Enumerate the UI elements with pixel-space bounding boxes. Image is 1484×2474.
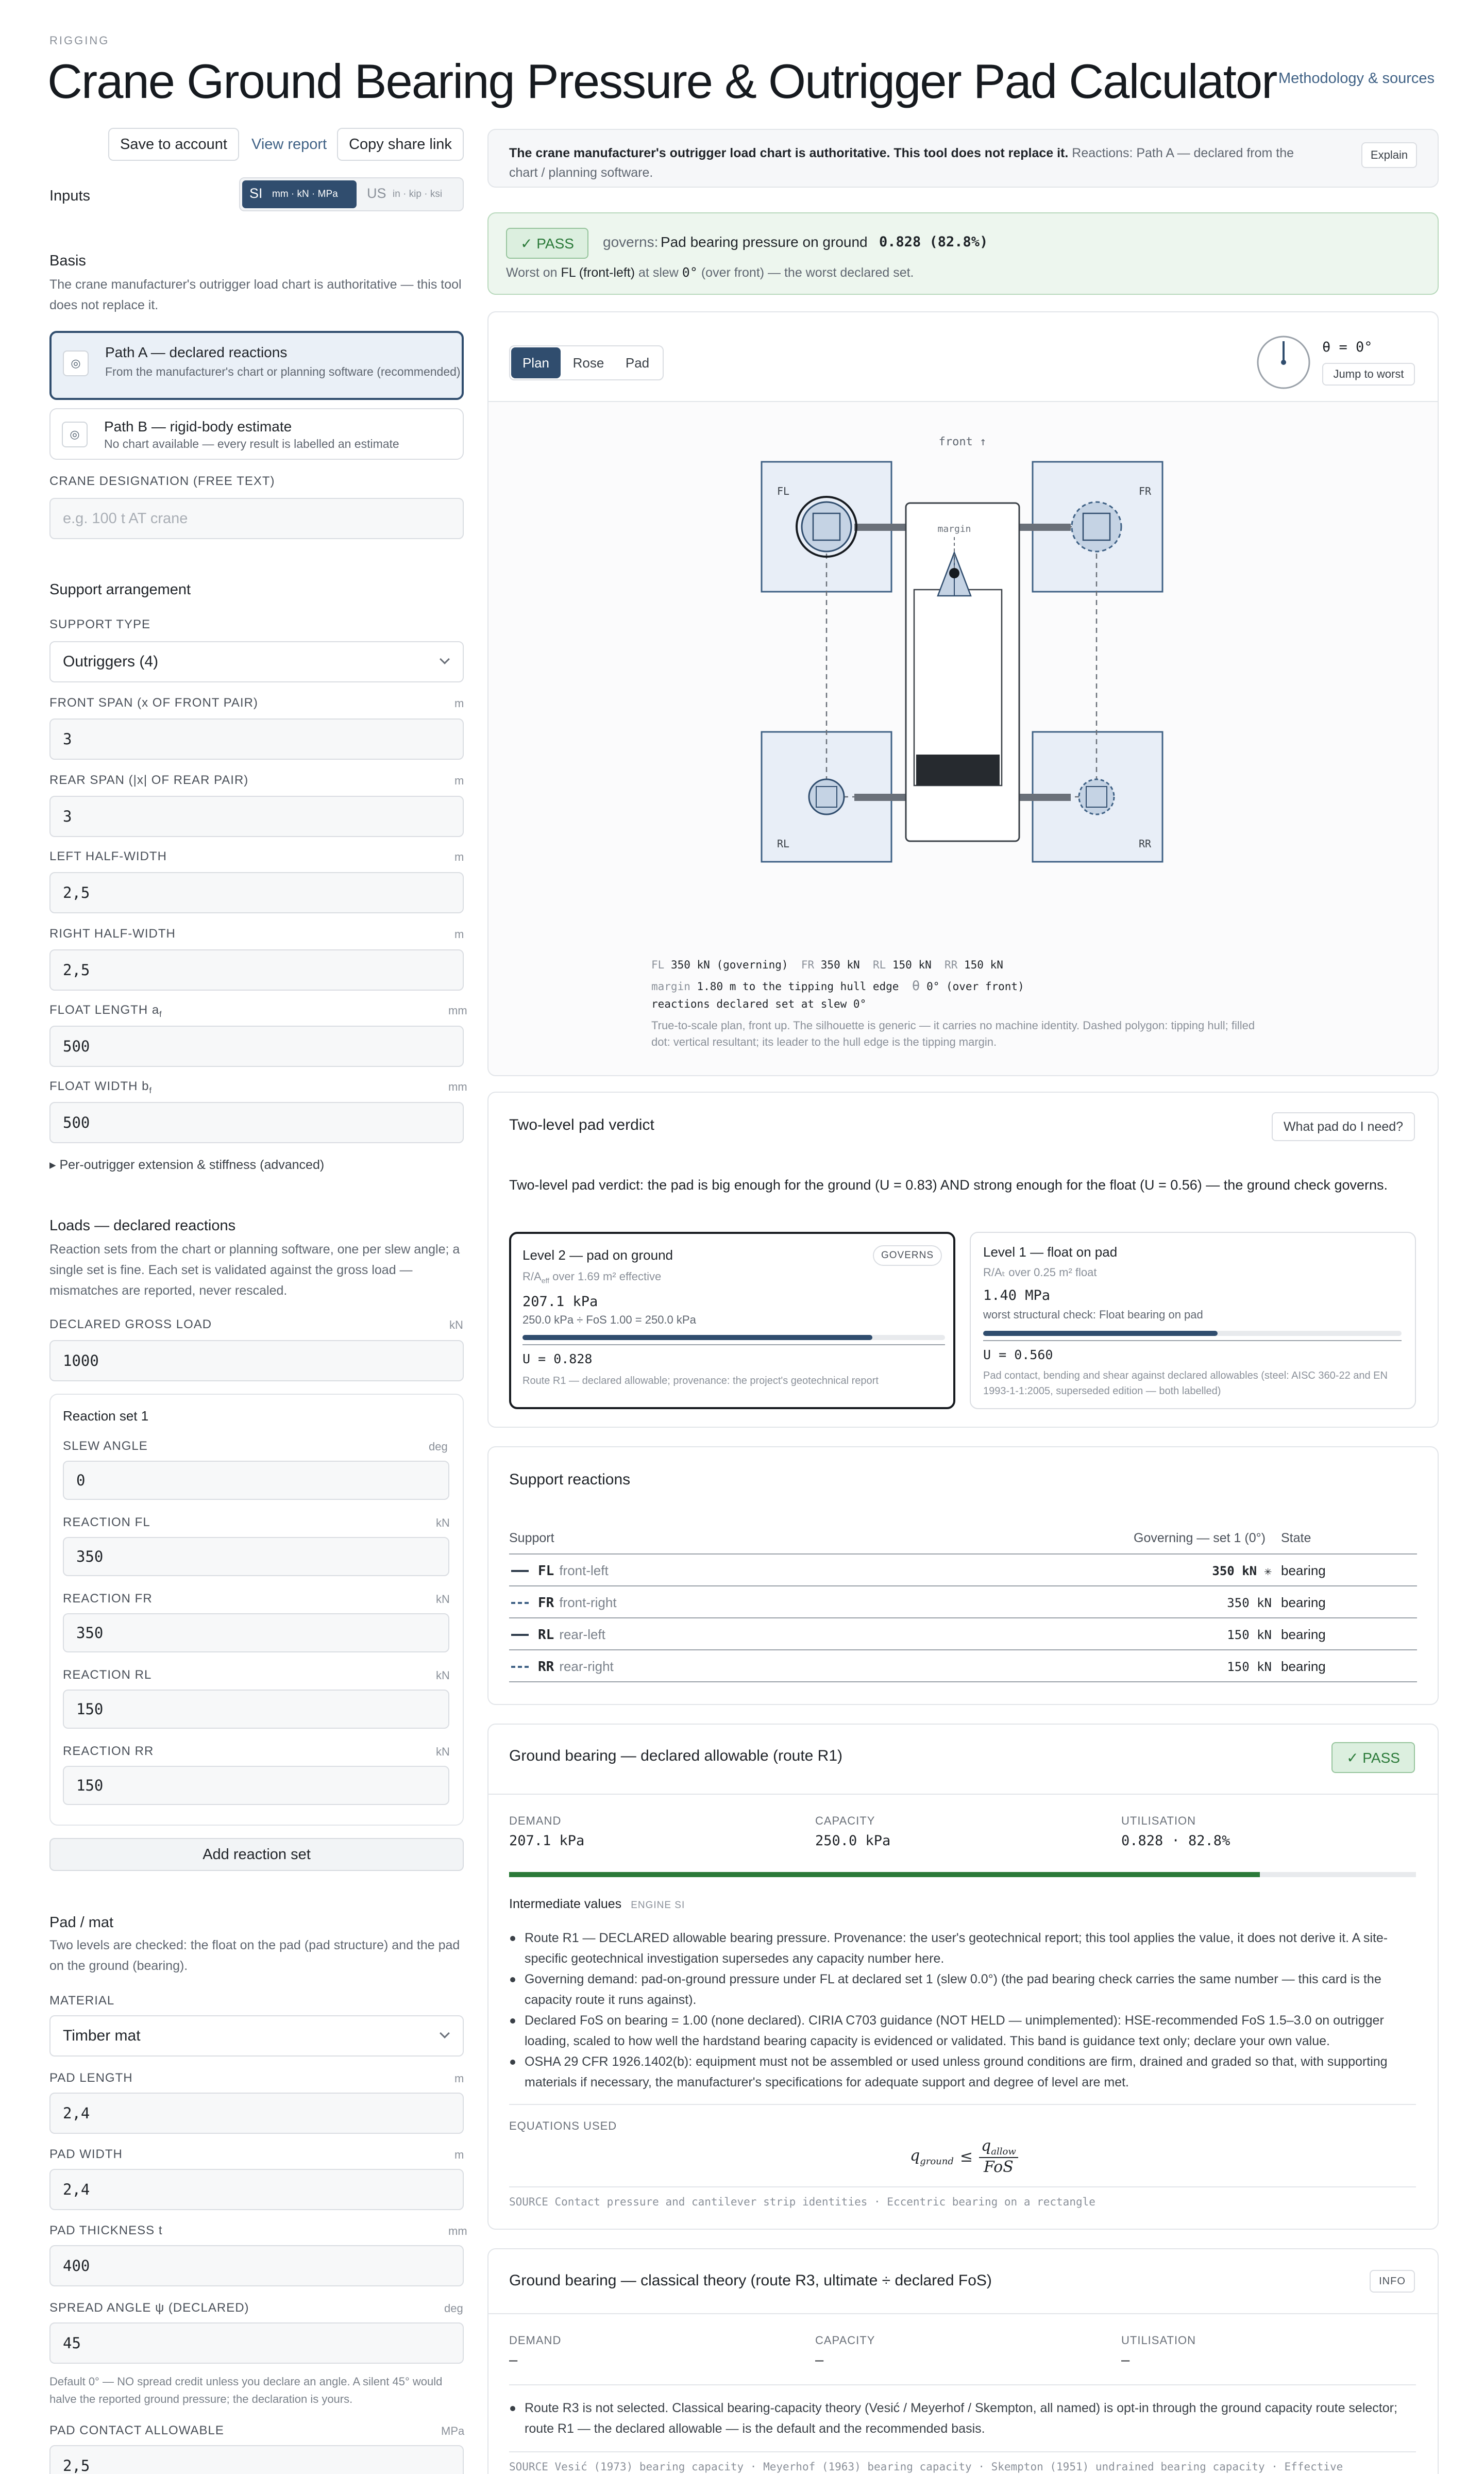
two-level-card <box>487 1092 1439 1428</box>
r3-capacity-value: – <box>815 2352 824 2368</box>
equations-label: EQUATIONS USED <box>509 2119 617 2132</box>
float-rr <box>1079 779 1114 814</box>
unit: m <box>454 2072 464 2085</box>
reaction-rr-input[interactable]: 150 <box>63 1766 449 1805</box>
table-row <box>509 1618 1417 1650</box>
unit: m <box>454 850 464 863</box>
pad-length-input[interactable]: 2,4 <box>49 2093 464 2134</box>
r1-source: SOURCE Contact pressure and cantilever strip identities · Eccentric bearing on a rectangle <box>509 2196 1095 2208</box>
plan-legend-reactions: FL 350 kN (governing) FR 350 kN RL 150 kN RR 150 kN <box>651 959 1003 971</box>
series-swatch <box>511 1570 529 1572</box>
series-swatch <box>511 1666 529 1668</box>
pass-badge: ✓ PASS <box>506 228 588 259</box>
unit-si-option[interactable]: SI mm · kN · MPa <box>242 180 357 208</box>
reaction-fr-input[interactable]: 350 <box>63 1613 449 1652</box>
authority-note: The crane manufacturer's outrigger load chart is authoritative. This tool does not replace it. Reactions: Path A — declared from the chart / planning software. Explain <box>487 129 1439 188</box>
level-2-bar-fill <box>522 1335 872 1340</box>
reaction-rl-input[interactable]: 150 <box>63 1690 449 1729</box>
support-cell: FR front-right <box>538 1595 617 1611</box>
unit-toggle <box>239 177 464 211</box>
unit: mm <box>448 1004 467 1017</box>
r3-capacity-label: CAPACITY <box>815 2334 875 2347</box>
r1-util-fill <box>509 1872 1260 1877</box>
bearing-equation: $q_{ground}$ ≤ $q_{allow}$ FoS <box>910 2137 1018 2176</box>
pad-length-label: PAD LENGTH <box>49 2071 133 2085</box>
globe-icon: ◎ <box>63 350 89 376</box>
gross-load-label: DECLARED GROSS LOAD <box>49 1317 212 1331</box>
support-cell: RR rear-right <box>538 1659 614 1675</box>
support-cell: FL front-left <box>538 1563 609 1579</box>
pad-thickness-input[interactable]: 400 <box>49 2245 464 2286</box>
level-2-title: Level 2 — pad on ground <box>522 1247 673 1263</box>
unit: kN <box>436 1745 450 1758</box>
table-row <box>509 1650 1417 1682</box>
tab-pad[interactable]: Pad <box>625 355 650 371</box>
path-a-option[interactable]: ◎ Path A — declared reactions From the manufacturer's chart or planning software (recommended) <box>49 331 464 400</box>
r3-bullet: Route R3 is not selected. Classical bearing-capacity theory (Vesić / Meyerhof / Skempton, all named) is opt-in through the ground capacity route selector; route R1 — the declared allowable — is the default and the recommended basis. <box>525 2398 1421 2439</box>
advanced-toggle[interactable]: ▸ Per-outrigger extension & stiffness (advanced) <box>49 1158 325 1172</box>
level-1-sub: R/Aₜ over 0.25 m² float <box>983 1266 1097 1279</box>
chevron-down-icon <box>440 2028 450 2038</box>
unit: deg <box>429 1440 448 1453</box>
slew-dial-icon[interactable] <box>1255 334 1312 391</box>
view-report-link[interactable]: View report <box>251 136 327 153</box>
resultant-dot <box>949 568 959 578</box>
pad-rl-label: RL <box>777 838 790 850</box>
float-fl <box>802 502 851 551</box>
unit-us-option[interactable]: US in · kip · ksi <box>367 186 443 201</box>
r1-demand-value: 207.1 kPa <box>509 1833 585 1849</box>
r1-bullet: Declared FoS on bearing = 1.00 (none declared). CIRIA C703 guidance (NOT HELD — unimplemented): HSE-recommended FoS 1.5–3.0 on outrigger loading, scaled to how well the hardstand bearing capacity is evidenced or validated. This band is guidance text only; declare your own value. <box>525 2010 1421 2051</box>
r3-demand-label: DEMAND <box>509 2334 562 2347</box>
r3-demand-value: – <box>509 2352 518 2368</box>
state-cell: bearing <box>1281 1659 1326 1674</box>
unit: m <box>454 2148 464 2161</box>
governs-badge: GOVERNS <box>873 1245 942 1266</box>
beam-fl <box>854 524 906 531</box>
material-select[interactable]: Timber mat <box>49 2015 464 2057</box>
spread-angle-note: Default 0° — NO spread credit unless you declare an angle. A silent 45° would halve the reported ground pressure; the declaration is yours. <box>49 2375 443 2405</box>
pad-width-input[interactable]: 2,4 <box>49 2169 464 2210</box>
governs-value: Pad bearing pressure on ground <box>661 234 868 250</box>
r1-util-value: 0.828 · 82.8% <box>1121 1833 1230 1849</box>
pad-title: Pad / mat <box>49 1914 114 1931</box>
reaction-fl-label: REACTION FL <box>63 1515 150 1529</box>
r1-capacity-label: CAPACITY <box>815 1814 875 1827</box>
col-state: State <box>1281 1531 1311 1545</box>
jump-to-worst-button[interactable]: Jump to worst <box>1322 363 1415 386</box>
margin-label: margin <box>937 524 971 534</box>
support-type-label: SUPPORT TYPE <box>49 617 151 631</box>
r1-bullet: Route R1 — DECLARED allowable bearing pressure. Provenance: the user's geotechnical report; this tool applies the value, it does not derive it. A site-specific geotechnical investigation supersedes any capacity number here. <box>525 1928 1421 1969</box>
slew-label: SLEW ANGLE <box>63 1439 148 1453</box>
two-level-title: Two-level pad verdict <box>509 1116 654 1133</box>
float-length-label: FLOAT LENGTH $a_f$ <box>49 1003 162 1019</box>
level-2-value: 207.1 kPa <box>522 1294 598 1310</box>
r3-source: SOURCE Vesić (1973) bearing capacity · Meyerhof (1963) bearing capacity · Skempton (1951) undrained bearing capacity · Effective <box>509 2461 1343 2473</box>
r1-capacity-value: 250.0 kPa <box>815 1833 891 1849</box>
reaction-cell: 150 kN <box>1227 1628 1272 1642</box>
r1-title: Ground bearing — declared allowable (route R1) <box>509 1747 843 1764</box>
plan-legend-margin: margin 1.80 m to the tipping hull edge θ 0° (over front) <box>651 978 1024 994</box>
r3-title: Ground bearing — classical theory (route R3, ultimate ÷ declared FoS) <box>509 2272 992 2289</box>
front-label: front ↑ <box>938 436 987 448</box>
table-row <box>509 1554 1417 1586</box>
level-1-utilisation: U = 0.560 <box>983 1347 1053 1362</box>
level-2-sub: $R/A_{eff}$ over 1.69 m² effective <box>522 1270 662 1285</box>
reaction-set-card <box>49 1394 464 1826</box>
level-1-title: Level 1 — float on pad <box>983 1244 1118 1260</box>
r1-demand-label: DEMAND <box>509 1814 562 1827</box>
level-1-card <box>970 1232 1416 1409</box>
col-support: Support <box>509 1531 554 1545</box>
unit: kN <box>449 1318 463 1331</box>
beam-rl <box>854 794 906 801</box>
tab-plan[interactable]: Plan <box>511 347 561 378</box>
level-2-note: Route R1 — declared allowable; provenance: the project's geotechnical report <box>522 1375 879 1386</box>
spread-angle-input[interactable]: 45 <box>49 2322 464 2364</box>
float-rl <box>809 779 844 814</box>
eyebrow: RIGGING <box>49 34 110 47</box>
reactions-title: Support reactions <box>509 1471 631 1488</box>
level-1-calc: worst structural check: Float bearing on pad <box>983 1308 1203 1321</box>
pad-thickness-label: PAD THICKNESS t <box>49 2224 163 2237</box>
r3-card <box>487 2248 1439 2474</box>
table-row <box>509 1586 1417 1618</box>
inputs-title: Inputs <box>49 188 90 204</box>
chevron-down-icon <box>440 654 450 664</box>
worst-case-text: Worst on FL (front-left) at slew 0° (over front) — the worst declared set. <box>506 265 914 280</box>
copy-link-button[interactable]: Copy share link <box>337 128 464 161</box>
r1-bullet: OSHA 29 CFR 1926.1402(b): equipment must not be assembled or used unless ground conditions are firm, drained and graded so that, with supporting materials if necessary, the manufacturer's specifications for adequate support and degree of level are met. <box>525 2051 1421 2093</box>
pad-contact-allowable-label: PAD CONTACT ALLOWABLE <box>49 2423 224 2437</box>
level-1-value: 1.40 MPa <box>983 1288 1051 1303</box>
reaction-rl-label: REACTION RL <box>63 1668 152 1682</box>
save-button[interactable]: Save to account <box>108 128 239 161</box>
float-length-input[interactable]: 500 <box>49 1026 464 1067</box>
reaction-cell: 150 kN <box>1227 1660 1272 1674</box>
r3-util-value: – <box>1121 2352 1130 2368</box>
counterweight <box>916 755 1000 785</box>
unit: MPa <box>441 2425 465 2437</box>
beam-fr <box>1019 524 1071 531</box>
support-cell: RL rear-left <box>538 1627 605 1643</box>
r1-card <box>487 1724 1439 2230</box>
front-span-label: FRONT SPAN (x OF FRONT PAIR) <box>49 696 258 710</box>
r3-util-label: UTILISATION <box>1121 2334 1196 2347</box>
reaction-fl-input[interactable]: 350 <box>63 1537 449 1576</box>
loads-desc: Reaction sets from the chart or planning software, one per slew angle; a single set is fine. Each set is validated against the gross load — mismatches are reported, never rescaled. <box>49 1242 460 1298</box>
float-width-input[interactable]: 500 <box>49 1102 464 1143</box>
level-2-utilisation: U = 0.828 <box>522 1351 593 1366</box>
unit: deg <box>444 2302 463 2315</box>
spread-angle-label: SPREAD ANGLE ψ (DECLARED) <box>49 2301 249 2315</box>
unit: m <box>454 697 464 710</box>
unit: mm <box>448 2225 467 2237</box>
pad-fr-label: FR <box>1139 485 1152 497</box>
right-halfwidth-input[interactable]: 2,5 <box>49 949 464 991</box>
rear-span-label: REAR SPAN (|x| OF REAR PAIR) <box>49 773 249 787</box>
governs-label: governs: <box>603 234 659 250</box>
rear-span-input[interactable]: 3 <box>49 796 464 837</box>
level-2-calc: 250.0 kPa ÷ FoS 1.00 = 250.0 kPa <box>522 1313 696 1326</box>
float-width-label: FLOAT WIDTH $b_f$ <box>49 1079 152 1095</box>
state-cell: bearing <box>1281 1595 1326 1610</box>
reaction-cell: 350 kN ✳ <box>1212 1564 1272 1578</box>
unit: kN <box>436 1593 450 1606</box>
basis-desc: The crane manufacturer's outrigger load chart is authoritative — this tool does not replace it. <box>49 277 462 312</box>
unit: m <box>454 928 464 941</box>
globe-icon: ◎ <box>62 422 88 447</box>
pad-rr-label: RR <box>1139 838 1152 850</box>
reaction-cell: 350 kN <box>1227 1596 1272 1610</box>
float-fr <box>1072 502 1121 551</box>
intermediate-values: Intermediate values ENGINE SI <box>509 1897 685 1911</box>
support-title: Support arrangement <box>49 581 191 598</box>
basis-title: Basis <box>49 253 86 269</box>
series-swatch <box>511 1602 529 1604</box>
state-cell: bearing <box>1281 1563 1326 1578</box>
explain-button[interactable]: Explain <box>1361 142 1417 168</box>
plan-card <box>487 311 1439 1076</box>
verdict-banner <box>487 212 1439 295</box>
slew-input[interactable]: 0 <box>63 1461 449 1500</box>
left-halfwidth-input[interactable]: 2,5 <box>49 872 464 913</box>
series-swatch <box>511 1634 529 1636</box>
front-span-input[interactable]: 3 <box>49 718 464 760</box>
right-halfwidth-label: RIGHT HALF-WIDTH <box>49 927 176 941</box>
pad-width-label: PAD WIDTH <box>49 2147 123 2161</box>
plan-caption: True-to-scale plan, front up. The silhouette is generic — it carries no machine identity. Dashed polygon: tipping hull; filled dot: vertical resultant; its leader to the hull edge is the tipping margin. <box>651 1019 1255 1048</box>
plan-diagram <box>756 431 1169 905</box>
page-title: Crane Ground Bearing Pressure & Outrigger Pad Calculator <box>47 54 1277 108</box>
info-badge: INFO <box>1370 2270 1415 2293</box>
level-2-card <box>509 1232 955 1409</box>
level-1-note: Pad contact, bending and shear against declared allowables (steel: AISC 360-22 and EN 1993-1-1:2005, superseded edition — both labelled) <box>983 1370 1388 1397</box>
tab-rose[interactable]: Rose <box>572 355 604 371</box>
crane-label: CRANE DESIGNATION (FREE TEXT) <box>49 474 275 488</box>
level-1-bar-fill <box>983 1331 1218 1336</box>
reaction-set-title: Reaction set 1 <box>63 1408 149 1424</box>
theta-readout: θ = 0° <box>1322 339 1373 355</box>
add-reaction-set-button[interactable]: Add reaction set <box>49 1838 464 1871</box>
material-label: MATERIAL <box>49 1994 115 2008</box>
r1-pass-badge: ✓ PASS <box>1331 1742 1415 1773</box>
reaction-fr-label: REACTION FR <box>63 1592 153 1606</box>
plan-legend-set: reactions declared set at slew 0° <box>651 998 867 1010</box>
two-level-summary: Two-level pad verdict: the pad is big enough for the ground (U = 0.83) AND strong enough for the float (U = 0.56) — the ground check governs. <box>509 1177 1388 1193</box>
governs-utilisation: 0.828 (82.8%) <box>879 234 988 250</box>
crane-input[interactable]: e.g. 100 t AT crane <box>49 498 464 539</box>
pad-desc: Two levels are checked: the float on the pad (pad structure) and the pad on the ground (bearing). <box>49 1938 460 1973</box>
what-pad-button[interactable]: What pad do I need? <box>1272 1112 1415 1141</box>
path-b-option[interactable]: ◎ Path B — rigid-body estimate No chart available — every result is labelled an estimate <box>49 408 464 460</box>
unit: kN <box>436 1516 450 1529</box>
state-cell: bearing <box>1281 1627 1326 1642</box>
support-type-select[interactable]: Outriggers (4) <box>49 641 464 682</box>
pad-fl-label: FL <box>777 485 790 497</box>
loads-title: Loads — declared reactions <box>49 1217 236 1234</box>
unit: mm <box>448 1080 467 1093</box>
unit: kN <box>436 1669 450 1682</box>
methodology-link[interactable]: Methodology & sources <box>1278 70 1435 87</box>
reaction-rr-label: REACTION RR <box>63 1744 154 1758</box>
col-governing: Governing — set 1 (0°) <box>1134 1531 1266 1545</box>
r1-util-label: UTILISATION <box>1121 1814 1196 1827</box>
left-halfwidth-label: LEFT HALF-WIDTH <box>49 849 167 863</box>
beam-rr <box>1019 794 1071 801</box>
unit: m <box>454 774 464 787</box>
r1-bullet: Governing demand: pad-on-ground pressure under FL at declared set 1 (slew 0.0°) (the pad bearing check carries the same number — this card is the capacity route it runs against). <box>525 1969 1421 2010</box>
pad-contact-allowable-input[interactable]: 2,5 <box>49 2445 464 2474</box>
gross-load-input[interactable]: 1000 <box>49 1340 464 1381</box>
